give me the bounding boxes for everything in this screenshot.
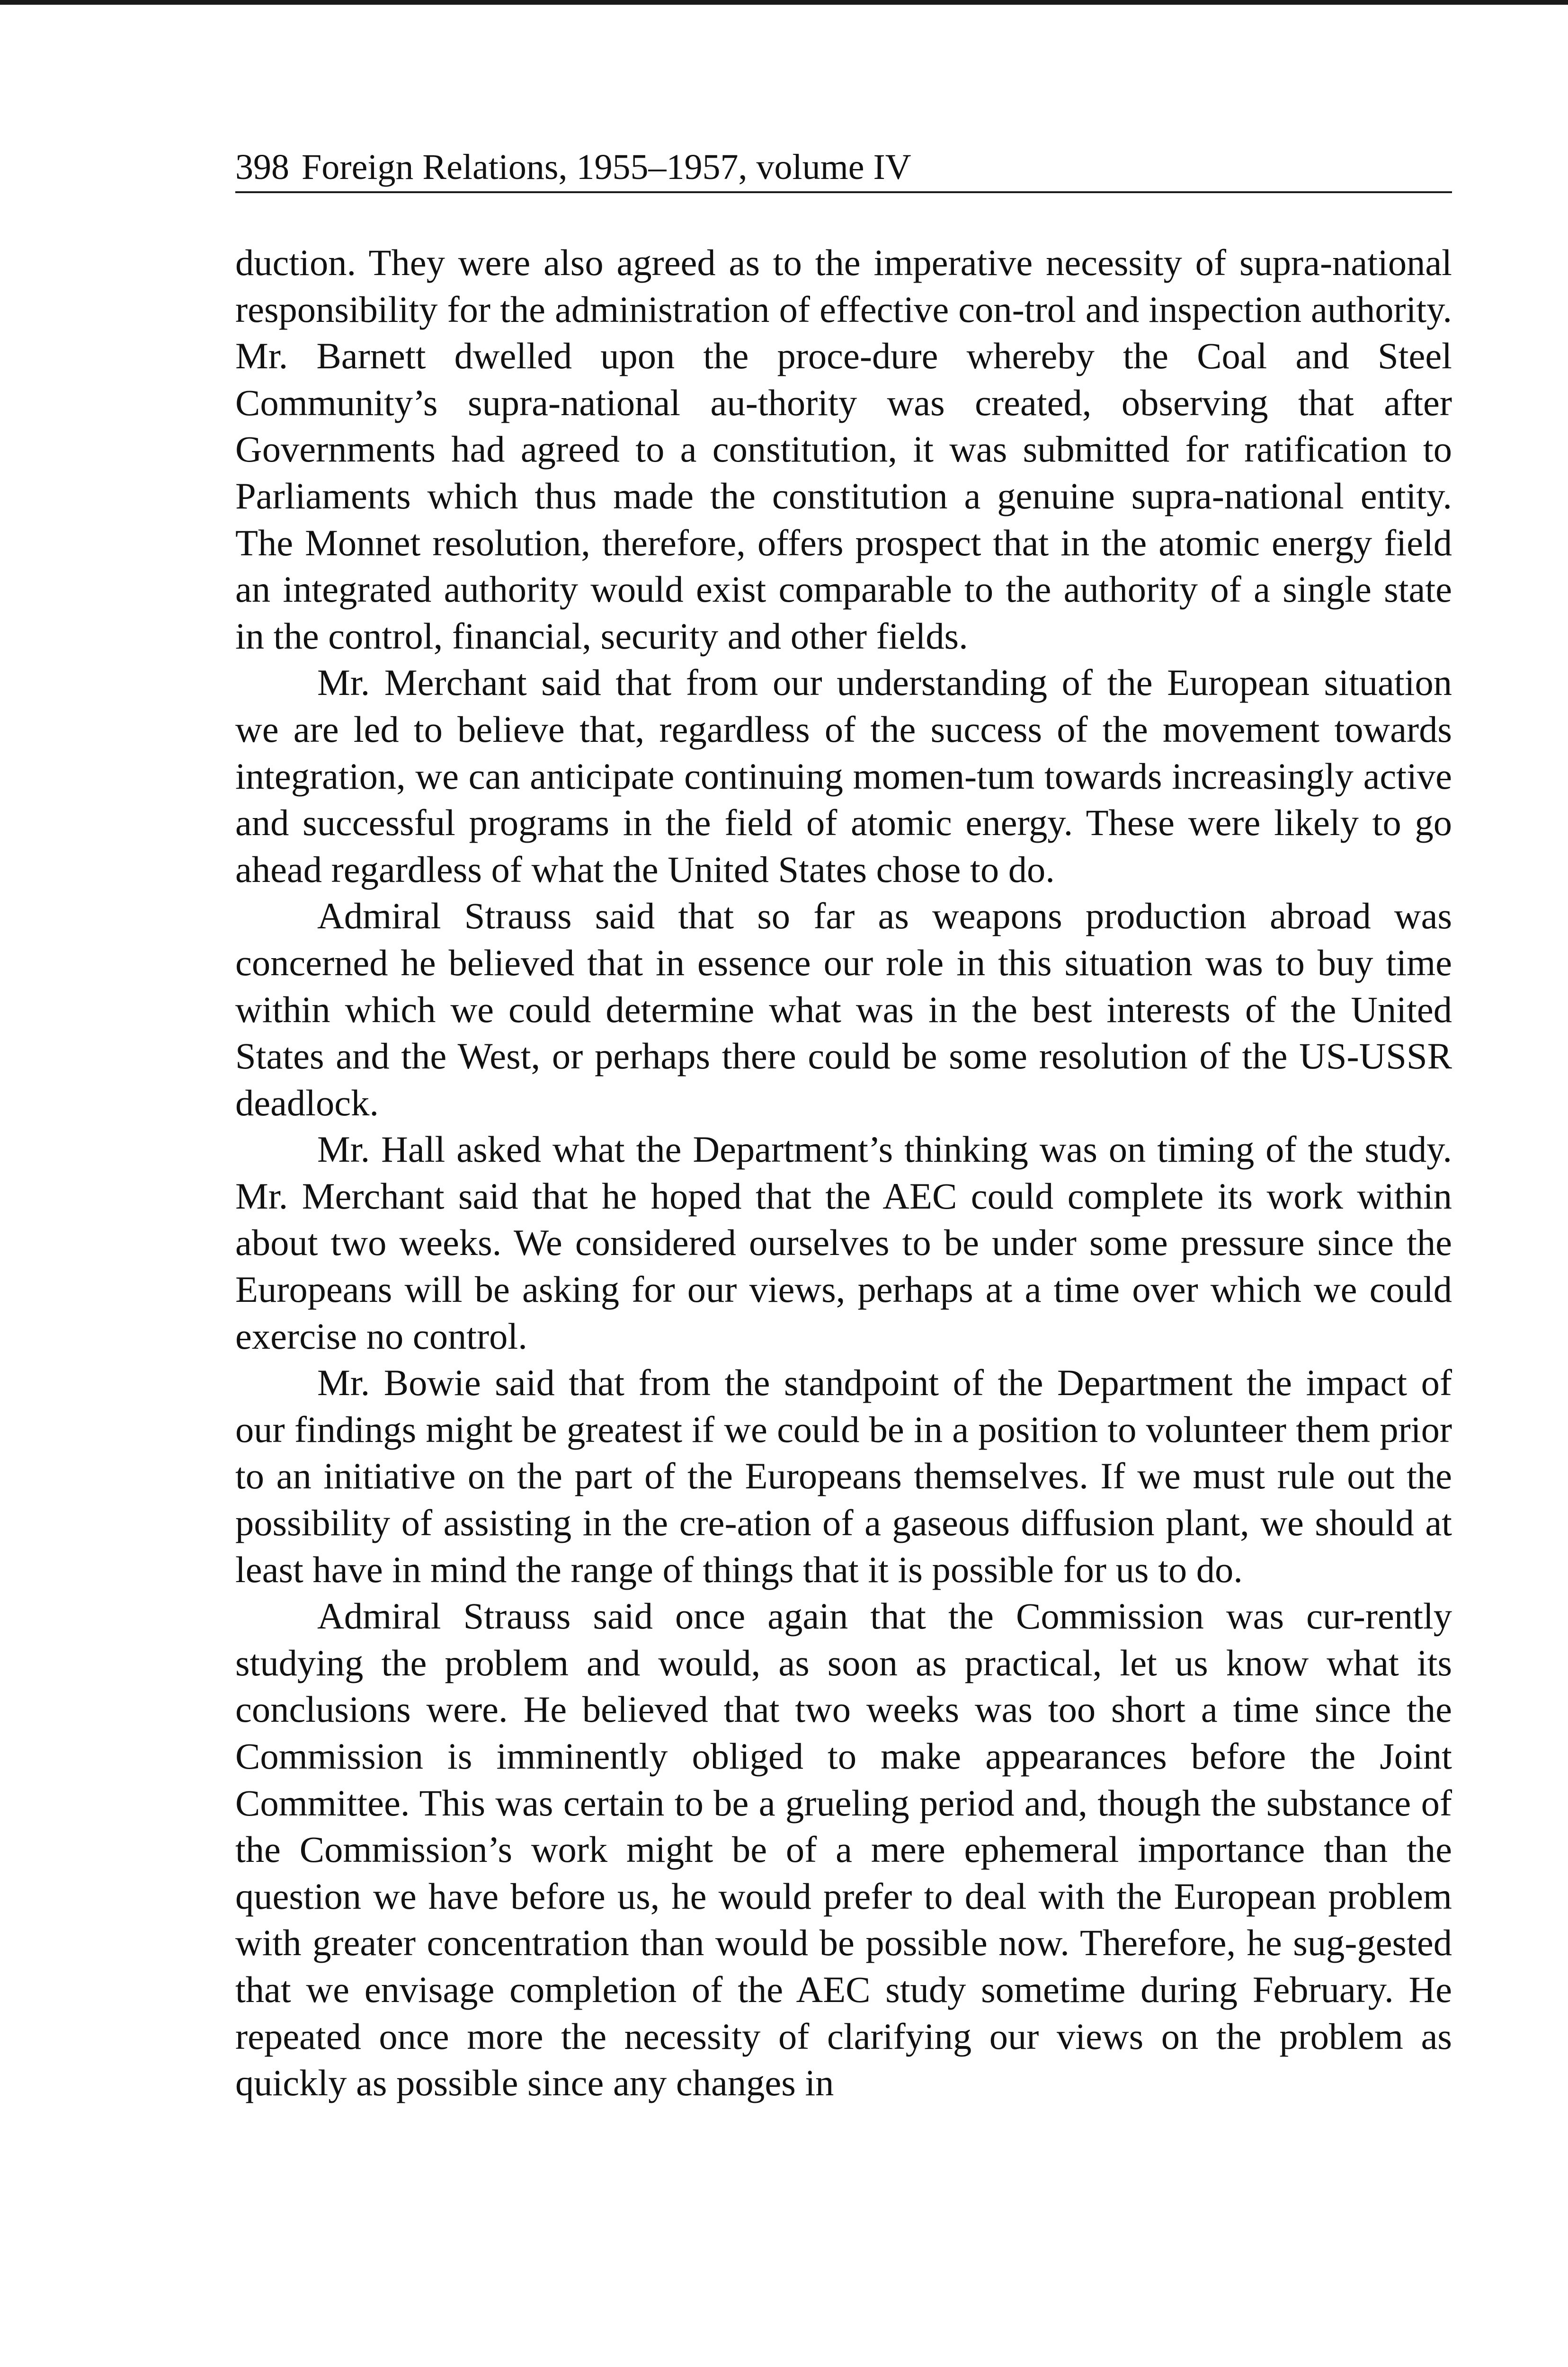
paragraph-hall-timing: Mr. Hall asked what the Department’s thinking was on timing of the study. Mr. Merchant said that he hoped that the AEC could complete its work within about two weeks. We considered ourselves to be under some pressure since the Europeans will be asking for our views, perhaps at a time over which we could exercise no control. (235, 1129, 1452, 1357)
running-header (235, 141, 1452, 193)
paragraph-strauss-weapons: Admiral Strauss said that so far as weapons production abroad was concerned he believed that in essence our role in this situation was to buy time within which we could determine what was in the best interests of the United States and the West, or perhaps there could be some resolution of the US-USSR deadlock. (235, 895, 1452, 1123)
paragraph-merchant: Mr. Merchant said that from our understanding of the European situation we are led to believe that, regardless of the success of the movement towards integration, we can anticipate continuing momen-tum towards increasingly active and successful programs in the field of atomic energy. These were likely to go ahead regardless of what the United States chose to do. (235, 662, 1452, 890)
paragraph-strauss-commission: Admiral Strauss said once again that the Commission was cur-rently studying the problem and would, as soon as practical, let us know what its conclusions were. He believed that two weeks was too short a time since the Commission is imminently obliged to make appearances before the Joint Committee. This was certain to be a grueling period and, though the substance of the Commission’s work might be of a mere ephemeral importance than the question we have before us, he would prefer to deal with the European problem with greater concentration than would be possible now. Therefore, he sug-gested that we envisage completion of the AEC study sometime during February. He repeated once more the necessity of clarifying our views on the problem as quickly as possible since any changes in (235, 1595, 1452, 2104)
top-border-rule (0, 0, 1568, 5)
running-title: Foreign Relations, 1955–1957, volume IV (302, 147, 911, 187)
page-number: 398 (235, 147, 289, 187)
paragraph-bowie: Mr. Bowie said that from the standpoint of the Department the impact of our findings might be greatest if we could be in a position to volunteer them prior to an initiative on the part of the Europeans themselves. If we must rule out the possibility of assisting in the cre-ation of a gaseous diffusion plant, we should at least have in mind the range of things that it is possible for us to do. (235, 1362, 1452, 1590)
paragraph-continued: duction. They were also agreed as to the imperative necessity of supra-national responsibility for the administration of effective con-trol and inspection authority. Mr. Barnett dwelled upon the proce-dure whereby the Coal and Steel Community’s supra-national au-thority was created, observing that after Governments had agreed to a constitution, it was submitted for ratification to Parliaments which thus made the constitution a genuine supra-national entity. The Monnet resolution, therefore, offers prospect that in the atomic energy field an integrated authority would exist comparable to the authority of a single state in the control, financial, security and other fields. (235, 242, 1452, 657)
body-text (235, 240, 1452, 2107)
